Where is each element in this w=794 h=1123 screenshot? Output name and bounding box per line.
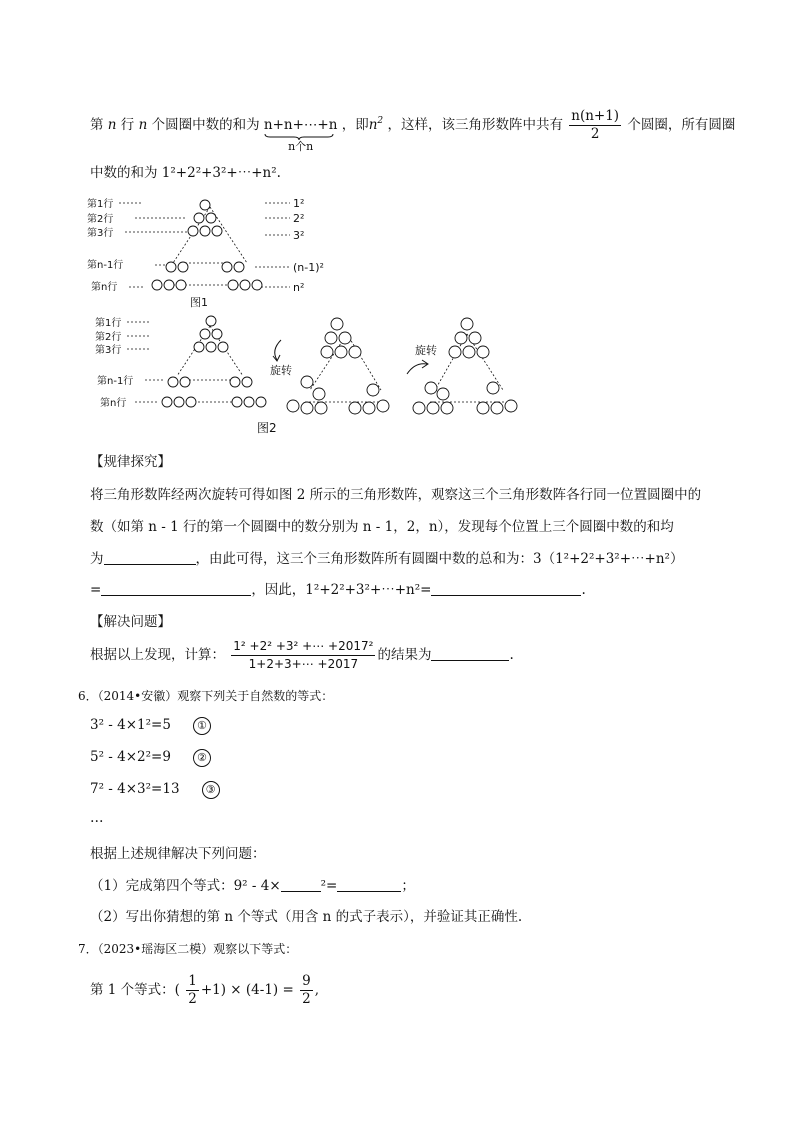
frac-num: 9	[302, 973, 311, 989]
answer-blank[interactable]	[431, 646, 509, 661]
fig1-row-label: 第n-1行	[87, 260, 124, 271]
var-n: n	[107, 117, 117, 133]
equation: 3² - 4×1²=5	[90, 717, 171, 733]
frac-den: 2	[590, 126, 600, 142]
var-n: n	[138, 117, 148, 133]
text: ；	[401, 878, 415, 894]
text: （1）完成第四个等式：9² - 4×	[90, 878, 281, 894]
explore-line-4	[90, 580, 586, 600]
circled-number: ①	[193, 717, 211, 735]
fig2-row-label: 第n行	[100, 398, 127, 409]
figure-1	[85, 193, 345, 311]
fig2-row-label: 第3行	[95, 345, 122, 356]
answer-blank[interactable]	[281, 877, 321, 892]
text: 行	[120, 117, 135, 133]
rotate-label: 旋转	[270, 364, 292, 377]
answer-blank[interactable]	[337, 877, 401, 892]
fig2-row-label: 第1行	[95, 318, 122, 329]
n-squared: $n^2$	[368, 116, 384, 133]
frac-num: 1	[188, 973, 197, 989]
fig1-right-label: (n-1)²	[293, 261, 324, 274]
q6-eq-1	[90, 715, 211, 735]
text: 第 1 个等式：(	[90, 982, 180, 998]
q6-ellipsis: …	[90, 810, 104, 826]
q6-eq-2	[90, 747, 211, 767]
circled-number: ②	[193, 749, 211, 767]
fig1-caption: 图1	[190, 296, 208, 309]
text: 根据以上发现，计算：	[90, 647, 225, 663]
frac-den: 2	[302, 991, 311, 1007]
fig1-row-label: 第n行	[91, 282, 118, 293]
q7-title: 7．（2023•瑶海区二模）观察以下等式：	[78, 942, 298, 956]
brace-bottom: n个n	[288, 140, 314, 153]
text: ，由此可得，这三个三角形数阵所有圆圈中数的总和为：3（1²+2²+3²+⋯+n²）	[195, 551, 684, 567]
text: 的结果为	[377, 647, 432, 663]
text: +1) × (4-1) =	[200, 982, 294, 998]
fraction-sum	[231, 638, 375, 673]
frac-den: 2	[188, 991, 197, 1007]
frac-num: 1² +2² +3² +⋯ +2017²	[231, 638, 375, 656]
explore-heading: 【规律探究】	[90, 454, 171, 470]
fraction-count	[569, 108, 621, 143]
circled-number: ③	[202, 781, 220, 799]
text: .	[509, 647, 514, 663]
text: 个圆圈中数的和为	[151, 117, 260, 133]
solve-line-1	[90, 638, 514, 673]
equation: 5² - 4×2²=9	[90, 749, 171, 765]
frac-num: n(n+1)	[571, 108, 620, 124]
q6-instruction: 根据上述规律解决下列问题：	[90, 846, 266, 862]
text: 为	[90, 551, 104, 567]
fig1-right-label: 2²	[293, 212, 305, 225]
text: 个圆圈，所有圆圈	[627, 117, 736, 133]
figure-2	[85, 312, 535, 437]
q6-eq-3	[90, 779, 220, 799]
text: ,	[314, 982, 319, 998]
explore-line-2: 数（如第 n - 1 行的第一个圆圈中的数分别为 n - 1，2，n），发现每个位置上三个圆圈中数的和均	[90, 519, 674, 535]
equation: 7² - 4×3²=13	[90, 781, 180, 797]
explore-line-1: 将三角形数阵经两次旋转可得如图 2 所示的三角形数阵，观察这三个三角形数阵各行同一位置圆圈中的	[90, 487, 702, 503]
frac-den: 1+2+3+⋯ +2017	[248, 657, 359, 671]
q7-eq-1	[90, 973, 319, 1008]
explore-line-3	[90, 549, 683, 569]
intro-line-1	[90, 108, 736, 153]
text: ²=	[320, 878, 338, 894]
rotate-label: 旋转	[415, 344, 437, 357]
fraction	[300, 973, 313, 1008]
q6-sub-1	[90, 876, 415, 896]
fig2-row-label: 第2行	[95, 332, 122, 343]
intro-line-2: 中数的和为 1²+2²+3²+⋯+n².	[90, 165, 281, 181]
text: =	[90, 582, 102, 598]
fig1-row-label: 第2行	[87, 214, 114, 225]
fig1-right-label: 1²	[293, 197, 305, 210]
fig1-row-label: 第1行	[87, 199, 114, 210]
text: ，因此，1²+2²+3²+⋯+n²=	[251, 582, 432, 598]
text: .	[581, 582, 586, 598]
rotate-arrow-icon	[275, 340, 281, 360]
brace-top: n+n+⋯+n	[263, 117, 338, 133]
fig1-row-label: 第3行	[87, 228, 114, 239]
text: 第	[90, 117, 104, 133]
answer-blank[interactable]	[431, 581, 581, 596]
fig1-right-label: 3²	[293, 229, 305, 242]
underbrace-sum	[263, 115, 338, 153]
answer-blank[interactable]	[104, 550, 196, 565]
q6-title: 6．（2014•安徽）观察下列关于自然数的等式：	[78, 689, 334, 703]
solve-heading: 【解决问题】	[90, 614, 171, 630]
answer-blank[interactable]	[101, 581, 251, 596]
q6-sub-2: （2）写出你猜想的第 n 个等式（用含 n 的式子表示），并验证其正确性.	[90, 909, 523, 925]
fig2-caption: 图2	[257, 421, 277, 435]
rotate-arrow-icon	[407, 364, 427, 374]
fraction	[186, 973, 199, 1008]
text: ，这样，该三角形数阵中共有	[387, 117, 563, 133]
fig1-right-label: n²	[293, 281, 305, 294]
text: ，即	[341, 117, 369, 133]
fig2-row-label: 第n-1行	[97, 376, 134, 387]
